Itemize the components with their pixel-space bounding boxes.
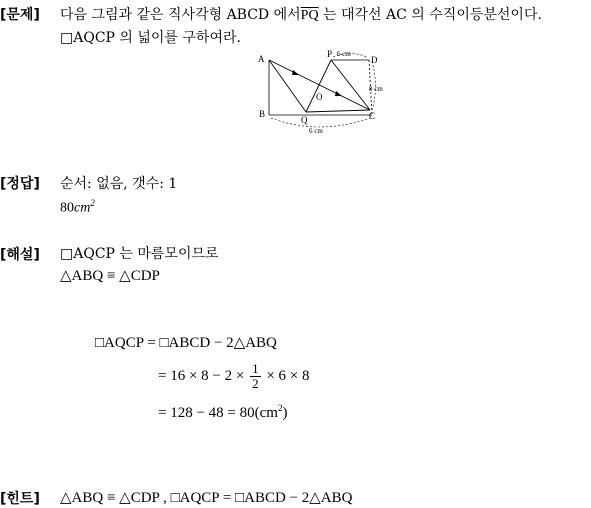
label-o: O xyxy=(316,92,323,102)
equation-1: □AQCP = □ABCD − 2△ABQ xyxy=(95,335,277,351)
label-top-length: 6 cm xyxy=(337,50,351,58)
label-a: A xyxy=(258,54,265,64)
problem-line-1 xyxy=(60,4,542,24)
equation-2 xyxy=(158,358,310,394)
explanation-line-1: □AQCP 는 마름모이므로 xyxy=(60,246,219,262)
fraction-denominator: 2 xyxy=(252,376,259,392)
label-d: D xyxy=(371,55,378,65)
label-c: C xyxy=(369,111,376,121)
hint-tag: [힌트] xyxy=(0,491,40,507)
segment-pq: $\overline{PQ}$ xyxy=(300,8,319,23)
label-q: Q xyxy=(301,115,308,125)
fraction-half xyxy=(250,362,261,391)
problem-line-1-post: 는 대각선 AC 의 수직이등분선이다. xyxy=(318,7,542,23)
answer-unit: cm xyxy=(74,200,91,216)
problem-tag: [문제] xyxy=(0,7,40,23)
answer-tag: [정답] xyxy=(0,176,40,192)
equation-3-post: ) xyxy=(282,405,288,421)
label-bottom-length: 6 cm xyxy=(309,127,323,135)
problem-line-2: □AQCP 의 넓이를 구하여라. xyxy=(60,30,241,46)
explanation-line-2: △ABQ ≡ △CDP xyxy=(60,268,160,284)
equation-3-pre: = 128 − 48 = 80(cm xyxy=(158,405,278,421)
label-p: P xyxy=(327,49,333,59)
answer-exponent: 2 xyxy=(90,198,95,208)
problem-line-1-pre: 다음 그림과 같은 직사각형 ABCD 에서 xyxy=(60,7,301,23)
rectangle-figure xyxy=(255,48,395,140)
answer-number: 80 xyxy=(60,200,74,216)
label-b: B xyxy=(259,109,266,119)
answer-value xyxy=(60,198,95,217)
hint-text: △ABQ ≡ △CDP , □AQCP = □ABCD − 2△ABQ xyxy=(60,490,353,506)
equation-3 xyxy=(158,403,287,422)
equation-2-post: × 6 × 8 xyxy=(266,368,310,384)
explanation-tag: [해설] xyxy=(0,247,40,263)
equation-3-exponent: 2 xyxy=(277,403,283,413)
fraction-numerator: 1 xyxy=(252,361,259,377)
answer-line: 순서: 없음, 갯수: 1 xyxy=(60,176,178,192)
equation-2-pre: = 16 × 8 − 2 × xyxy=(158,368,245,384)
label-right-length: 8 cm xyxy=(369,85,383,93)
